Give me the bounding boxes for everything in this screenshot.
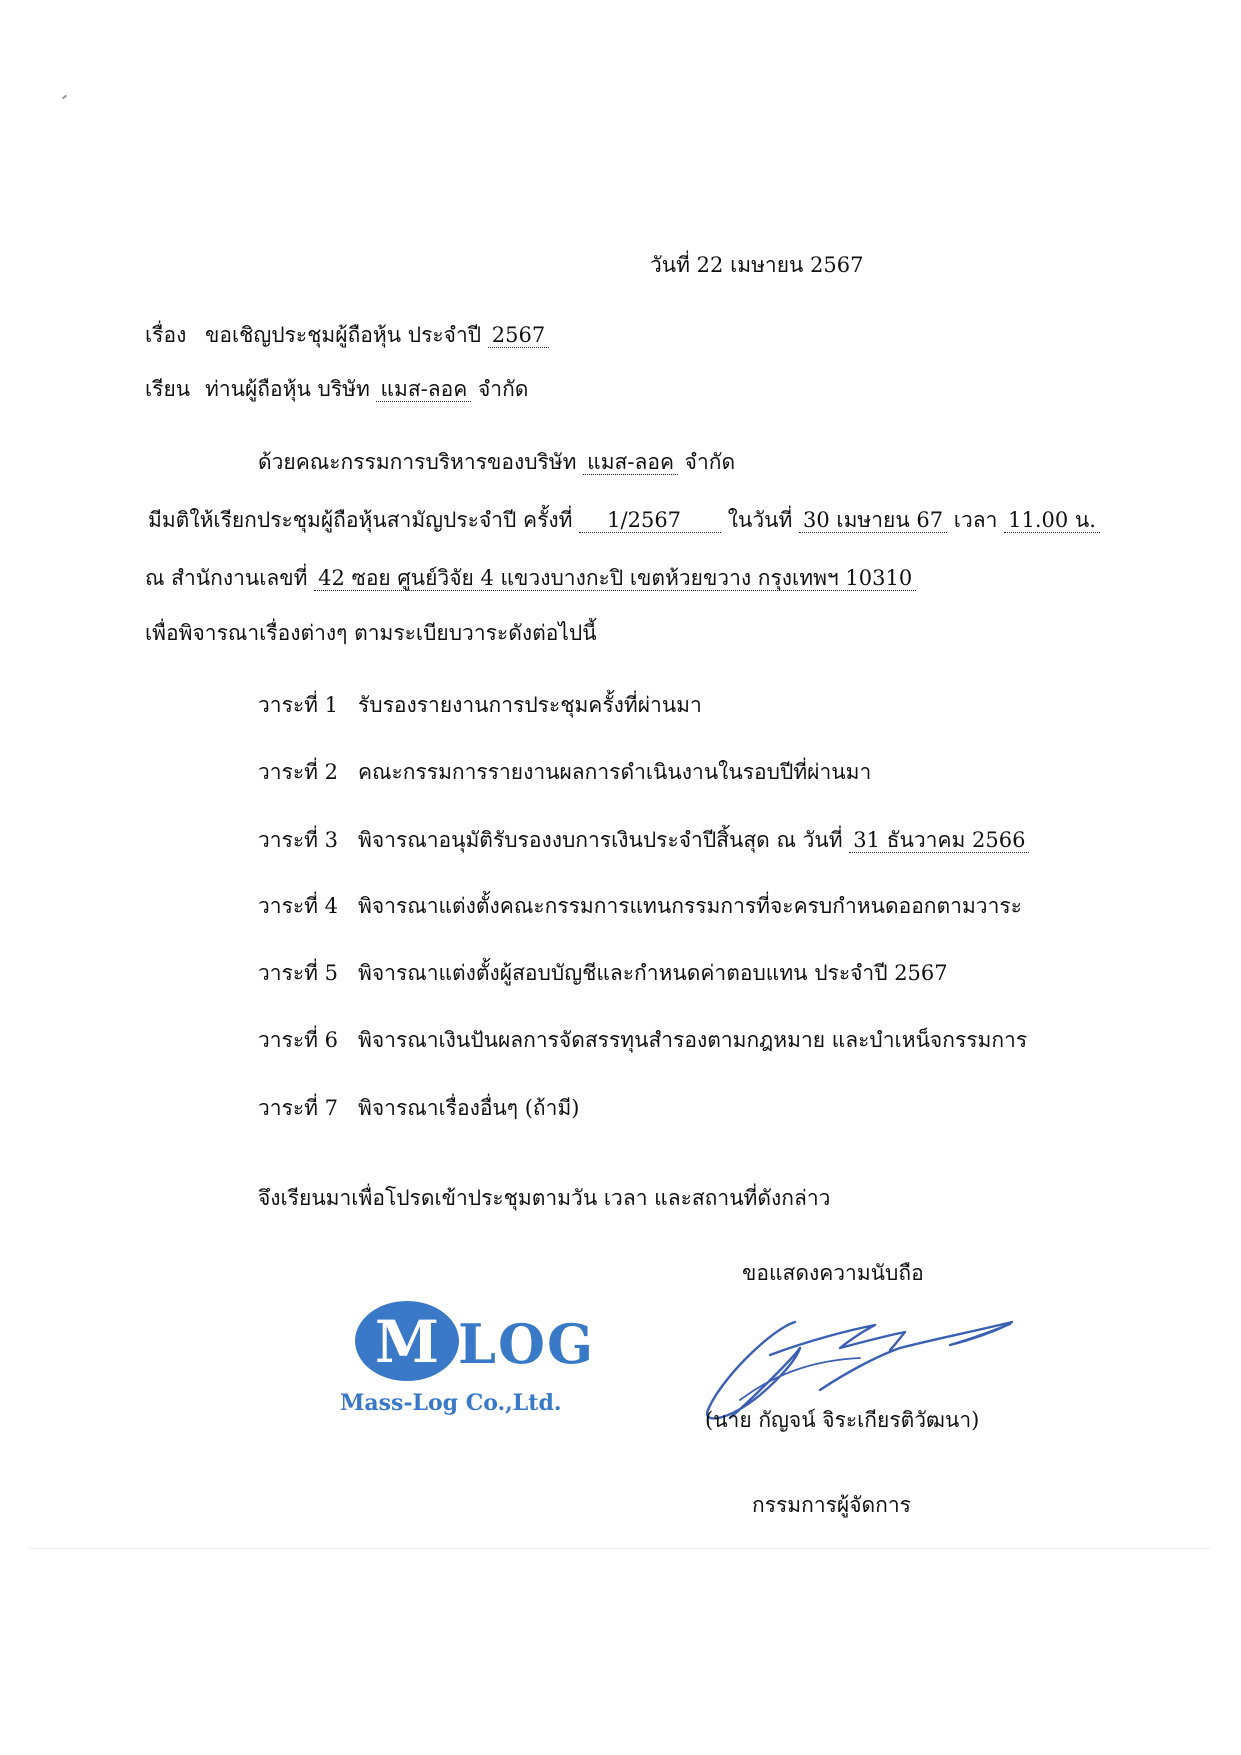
agenda-number: วาระที่ 7 bbox=[258, 1096, 339, 1120]
subject-year: 2567 bbox=[488, 323, 549, 348]
agenda-number: วาระที่ 3 bbox=[258, 828, 339, 852]
signer-name: (นาย กัญจน์ จิระเกียรติวัฒนา) bbox=[705, 1408, 980, 1432]
agenda-item-1 bbox=[258, 690, 702, 720]
agenda-item-4 bbox=[258, 891, 1022, 921]
recipient-text: ท่านผู้ถือหุ้น บริษัท bbox=[205, 377, 377, 401]
body-paragraph-1 bbox=[258, 447, 735, 477]
agenda-text: คณะกรรมการรายงานผลการดำเนินงานในรอบปีที่ผ่านมา bbox=[358, 760, 872, 784]
p2-text: มีมติให้เรียกประชุมผู้ถือหุ้นสามัญประจำปี ครั้งที่ bbox=[148, 508, 580, 532]
recipient-suffix: จำกัด bbox=[471, 377, 529, 401]
agenda-item-2 bbox=[258, 757, 871, 787]
agenda-item-5 bbox=[258, 958, 948, 988]
logo-letter: M bbox=[374, 1308, 440, 1376]
p1-company: แมส-ลอค bbox=[583, 450, 678, 475]
agenda-number: วาระที่ 4 bbox=[258, 894, 339, 918]
p2-date: 30 เมษายน 67 bbox=[799, 508, 947, 533]
agenda-text: พิจารณาแต่งตั้งผู้สอบบัญชีและกำหนดค่าตอบแทน ประจำปี 2567 bbox=[358, 961, 948, 985]
agenda-text: รับรองรายงานการประชุมครั้งที่ผ่านมา bbox=[358, 693, 702, 717]
agenda-item-3 bbox=[258, 825, 1029, 855]
p3-text: ณ สำนักงานเลขที่ bbox=[145, 566, 315, 590]
agenda-number: วาระที่ 6 bbox=[258, 1028, 339, 1052]
body-paragraph-2 bbox=[148, 505, 1100, 535]
date-line: วันที่ 22 เมษายน 2567 bbox=[650, 253, 864, 277]
agenda-text: พิจารณาแต่งตั้งคณะกรรมการแทนกรรมการที่จะครบกำหนดออกตามวาระ bbox=[358, 894, 1022, 918]
p3-address: 42 ซอย ศูนย์วิจัย 4 แขวงบางกะปิ เขตห้วยขวาง กรุงเทพฯ 10310 bbox=[314, 566, 916, 591]
closing-regards: ขอแสดงความนับถือ bbox=[742, 1261, 924, 1285]
logo-word: LOG bbox=[458, 1312, 596, 1376]
subject-line bbox=[145, 320, 549, 350]
agenda-text: พิจารณาเงินปันผลการจัดสรรทุนสำรองตามกฎหมาย และบำเหน็จกรรมการ bbox=[358, 1028, 1028, 1052]
p1-text: ด้วยคณะกรรมการบริหารของบริษัท bbox=[258, 450, 584, 474]
p1-suffix: จำกัด bbox=[678, 450, 736, 474]
agenda-number: วาระที่ 5 bbox=[258, 961, 339, 985]
agenda-item-6 bbox=[258, 1025, 1027, 1055]
agenda-text: พิจารณาเรื่องอื่นๆ (ถ้ามี) bbox=[358, 1096, 580, 1120]
recipient-company: แมส-ลอค bbox=[376, 377, 471, 402]
agenda-number: วาระที่ 2 bbox=[258, 760, 339, 784]
logo-company-name: Mass-Log Co.,Ltd. bbox=[340, 1390, 562, 1416]
signer-position: กรรมการผู้จัดการ bbox=[752, 1493, 911, 1517]
body-paragraph-4: เพื่อพิจารณาเรื่องต่างๆ ตามระเบียบวาระดังต่อไปนี้ bbox=[145, 621, 597, 645]
recipient-line bbox=[145, 374, 528, 404]
p2-meeting-no: 1/2567 bbox=[579, 508, 721, 533]
scan-artifact-line bbox=[30, 1548, 1210, 1549]
p2-time-label: เวลา bbox=[947, 508, 1005, 532]
subject-text: ขอเชิญประชุมผู้ถือหุ้น ประจำปี bbox=[205, 323, 488, 347]
p2-mid: ในวันที่ bbox=[721, 508, 799, 532]
body-paragraph-3 bbox=[145, 563, 916, 593]
agenda-text: พิจารณาอนุมัติรับรองงบการเงินประจำปีสิ้นสุด ณ วันที่ bbox=[358, 828, 850, 852]
agenda-date: 31 ธันวาคม 2566 bbox=[849, 828, 1029, 853]
logo-emblem bbox=[354, 1300, 460, 1382]
p2-time: 11.00 น. bbox=[1004, 508, 1100, 533]
agenda-item-7 bbox=[258, 1093, 579, 1123]
recipient-label: เรียน bbox=[145, 377, 191, 401]
closing-invite: จึงเรียนมาเพื่อโปรดเข้าประชุมตามวัน เวลา และสถานที่ดังกล่าว bbox=[258, 1186, 831, 1210]
company-logo bbox=[340, 1300, 610, 1430]
subject-label: เรื่อง bbox=[145, 323, 187, 347]
scan-speck bbox=[62, 95, 67, 100]
agenda-number: วาระที่ 1 bbox=[258, 693, 339, 717]
